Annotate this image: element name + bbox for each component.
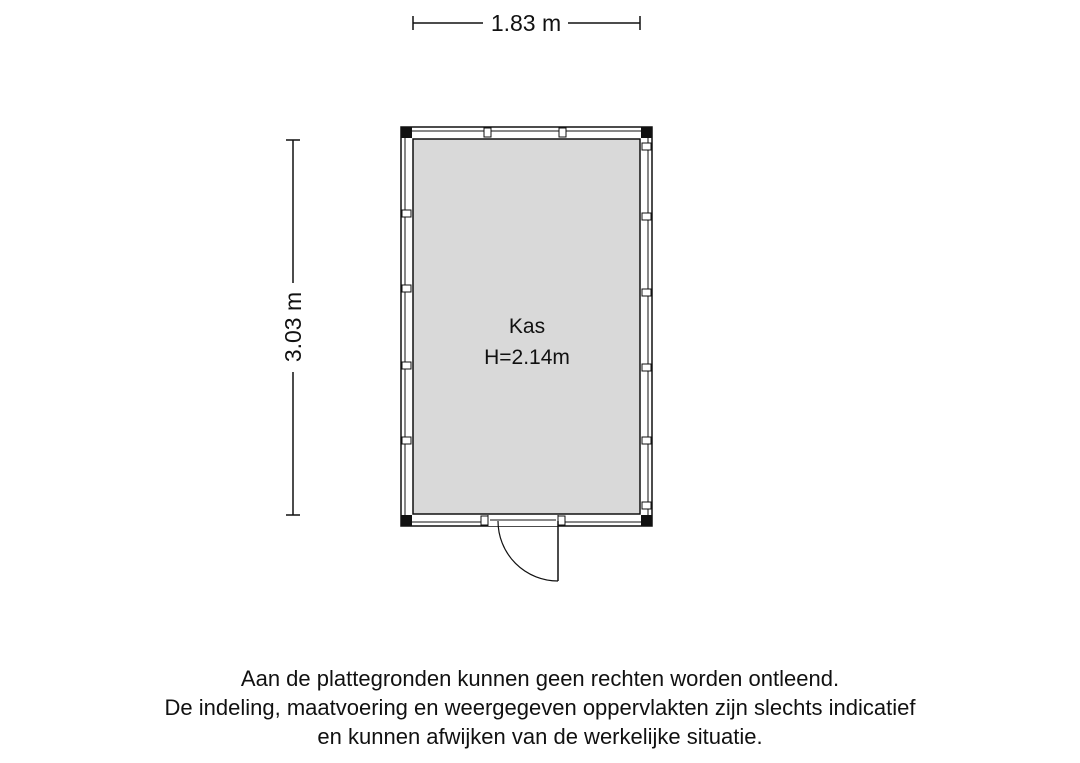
- mullion-bottom-2: [558, 516, 565, 525]
- corner-post-top-left: [401, 127, 412, 138]
- height-dimension-label: 3.03 m: [280, 291, 306, 363]
- disclaimer-line-3: en kunnen afwijken van de werkelijke situatie.: [317, 724, 763, 749]
- width-dimension: [413, 10, 640, 36]
- corner-post-bottom-left: [401, 515, 412, 526]
- width-dimension-label: 1.83 m: [490, 10, 562, 36]
- mullion-right-2: [642, 213, 651, 220]
- mullion-right-6: [642, 502, 651, 509]
- corner-post-top-right: [641, 127, 652, 138]
- mullion-bottom-1: [481, 516, 488, 525]
- room-name: Kas: [508, 315, 546, 338]
- mullion-right-3: [642, 289, 651, 296]
- mullion-left-1: [402, 210, 411, 217]
- disclaimer: [0, 664, 1080, 751]
- mullion-right-4: [642, 364, 651, 371]
- mullion-left-3: [402, 362, 411, 369]
- mullion-right-1: [642, 143, 651, 150]
- mullion-top-1: [484, 128, 491, 137]
- room-height: H=2.14m: [484, 346, 570, 369]
- height-dimension: [280, 140, 306, 515]
- mullion-right-5: [642, 437, 651, 444]
- mullion-left-2: [402, 285, 411, 292]
- mullion-left-4: [402, 437, 411, 444]
- disclaimer-line-1: Aan de plattegronden kunnen geen rechten worden ontleend.: [240, 666, 840, 691]
- disclaimer-line-2: De indeling, maatvoering en weergegeven oppervlakten zijn slechts indicatief: [164, 695, 916, 720]
- mullion-top-2: [559, 128, 566, 137]
- corner-post-bottom-right: [641, 515, 652, 526]
- door-swing-arc: [498, 521, 558, 581]
